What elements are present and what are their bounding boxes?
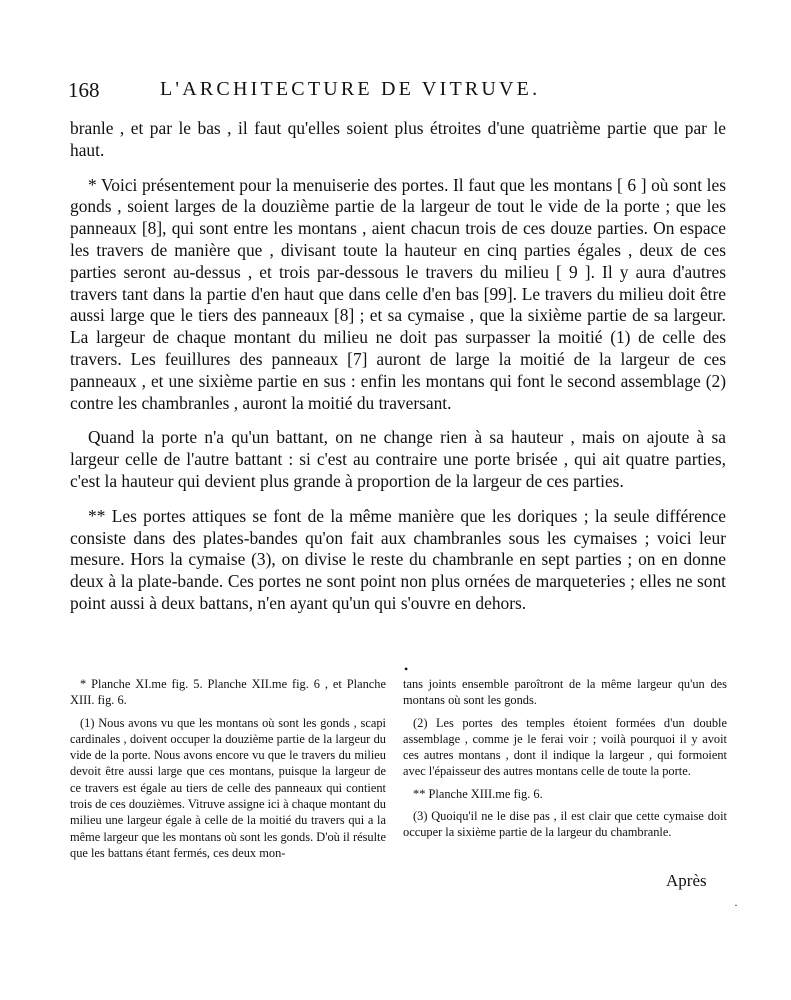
paragraph-continuation: branle , et par le bas , il faut qu'elles soient plus étroites d'une quatrième partie que par le haut. xyxy=(70,118,726,160)
footnote-plate-xiii: ** Planche XIII.me fig. 6. xyxy=(413,786,543,801)
footnote-2: (2) Les portes des temples étoient formées d'un double assemblage , comme je le ferai voir ; voilà pourquoi il y avoit ces autres montans , dont il indique la largeur , qui formoient avec l'épaisseur des autres montans celle de toute la porte. xyxy=(403,715,727,779)
footnote-plates: * Planche XI.me fig. 5. Planche XII.me fig. 6 , et Planche XIII. fig. 6. xyxy=(70,677,386,708)
footnote-3: (3) Quoiqu'il ne le dise pas , il est clair que cette cymaise doit occuper la sixième partie de la largeur du chambranle. xyxy=(403,809,727,840)
footnotes-left-column xyxy=(70,676,386,867)
footnote-1: (1) Nous avons vu que les montans où sont les gonds , scapi cardinales , doivent occuper la douzième partie de la largeur du vide de la porte. Nous avons encore vu que le travers du milieu devoit être aussi large que ces montans, puisque la largeur de ce travers est égale au tiers de celle des panneaux qui contient trois de ces douzièmes. Vitruve assigne ici à chaque montant du milieu une largeur égale à celle de la moitié du travers qui a la même largeur que les montans où sont les gonds. D'où il résulte que les battans étant fermés, ces deux mon- xyxy=(70,715,386,860)
page-header xyxy=(68,78,728,104)
main-text xyxy=(70,118,726,615)
running-title: L'ARCHITECTURE DE VITRUVE. xyxy=(160,78,541,100)
paragraph-door-joinery: * Voici présentement pour la menuiserie des portes. Il faut que les montans [ 6 ] où sont les gonds , soient larges de la douzième partie de la largeur de tout le vide de la porte ; que les panneaux [8], qui sont entre les montans , aient chacun trois de ces douze parties. On espace les travers de manière que , divisant toute la hauteur en cinq parties égales , deux de ces parties seront au-dessus , et trois par-dessous le travers du milieu [ 9 ]. Il y aura d'autres travers tant dans la partie d'en haut que dans celle d'en bas [99]. Le travers du milieu doit être aussi large que le tiers des panneaux [8] ; et sa cymaise , que la sixième partie de sa largeur. La largeur de chaque montant du milieu ne doit pas surpasser la moitié (1) de celle des travers. Les feuillures des panneaux [7] auront de large la moitié de la largeur de ces panneaux , et une sixième partie en sus : enfin les montans qui font le second assemblage (2) contre les chambranles , auront la moitié du traversant. xyxy=(70,174,726,413)
footnote-1-continued: tans joints ensemble paroîtront de la même largeur qu'un des montans où sont les gonds. xyxy=(403,677,727,708)
page-number: 168 xyxy=(68,78,100,102)
catchword: Après xyxy=(666,871,707,890)
footnotes-right-column xyxy=(403,676,727,847)
column-divider-mark: • xyxy=(404,662,409,676)
paragraph-attic-doors: ** Les portes attiques se font de la même manière que les doriques ; la seule différence consiste dans des plates-bandes qu'on fait aux chambranles sous les cymaises ; voici leur mesure. Hors la cymaise (3), on divise le reste du chambranle en sept parties ; on en donne deux à la plate-bande. Ces portes ne sont point non plus ornées de marqueteries ; elles ne sont point aussi à deux battans, n'en ayant qu'un qui s'ouvre en dehors. xyxy=(70,505,726,613)
paragraph-single-leaf-door: Quand la porte n'a qu'un battant, on ne change rien à sa hauteur , mais on ajoute à sa largeur celle de l'autre battant : si c'est au contraire une porte brisée , qui ait quatre parties, c'est la hauteur qui devient plus grande à proportion de la largeur de ces parties. xyxy=(70,427,726,491)
ink-speck: · xyxy=(734,898,738,912)
